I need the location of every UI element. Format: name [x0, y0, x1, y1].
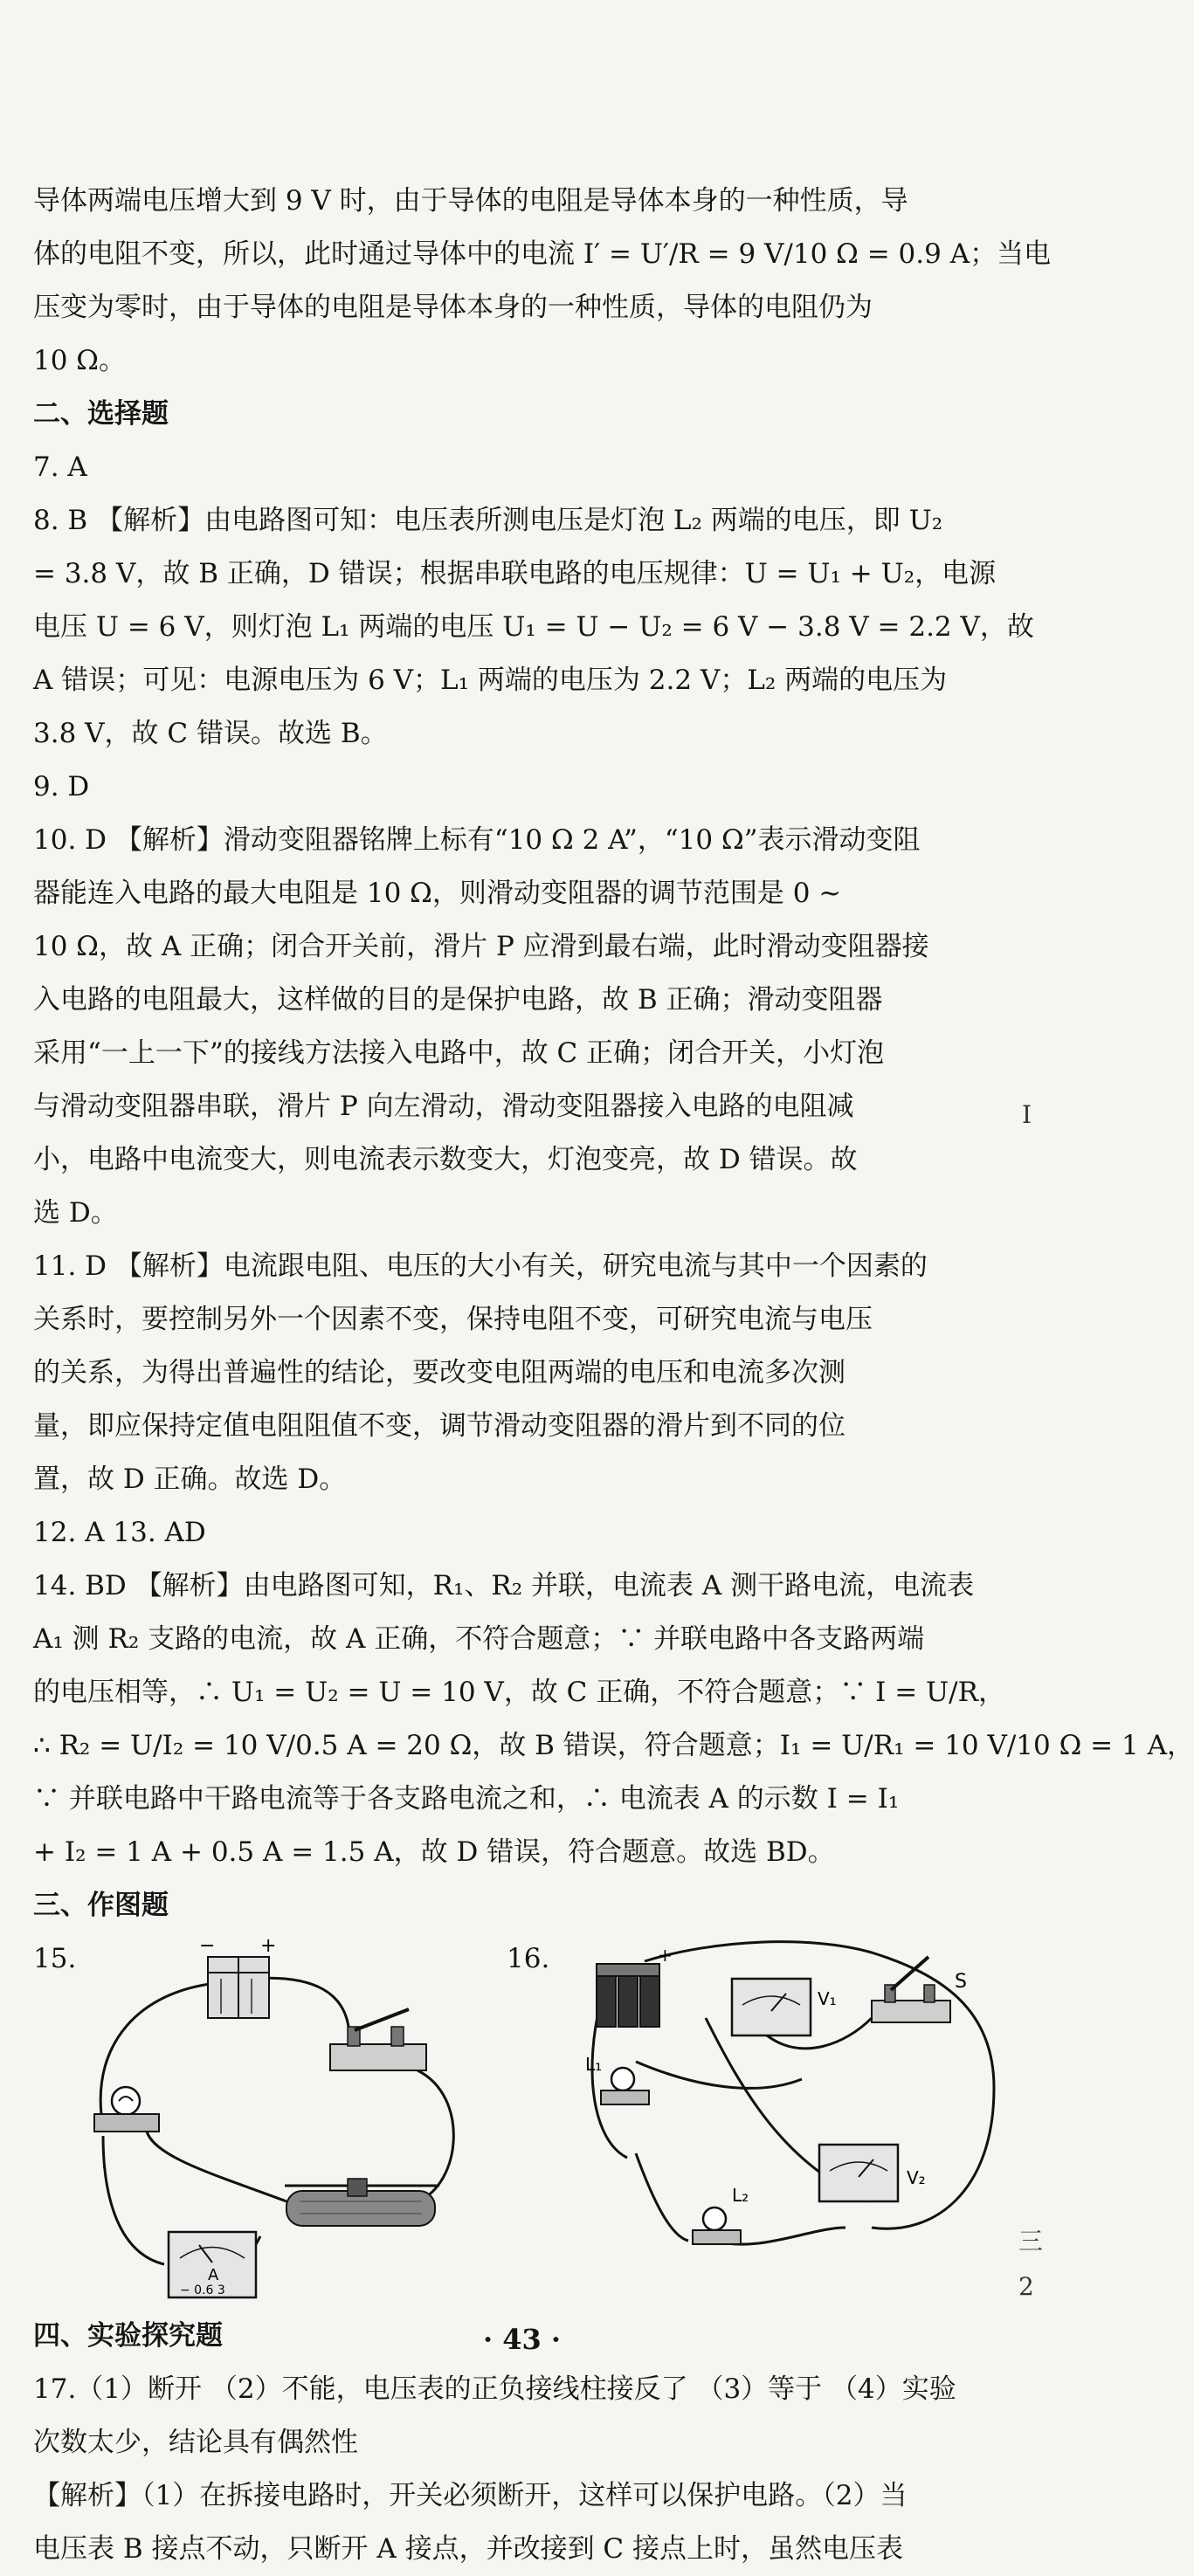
- lines-bottom-line: 四、实验探究题: [33, 2320, 223, 2352]
- lines-top-line: 压变为零时，由于导体的电阻是导体本身的一种性质，导体的电阻仍为: [33, 292, 873, 323]
- battery-plus-label: +: [658, 1945, 673, 1966]
- figure-area: [33, 1932, 994, 2310]
- lines-top-line: + I₂ = 1 A + 0.5 A = 1.5 A，故 D 错误，符合题意。故选 BD。: [33, 1836, 835, 1868]
- v2-label: V₂: [907, 2167, 926, 2188]
- figure-15-number: 15.: [33, 1943, 77, 1974]
- lines-top-line: 9. D: [33, 771, 90, 802]
- switch-icon: [330, 2009, 426, 2070]
- lines-bottom-line: 次数太少，结论具有偶然性: [33, 2427, 358, 2458]
- battery-plus-label: +: [260, 1935, 277, 1957]
- lines-top-line: 选 D。: [33, 1197, 118, 1229]
- switch-label: S: [955, 1971, 967, 1993]
- voltmeter-1-icon: [732, 1979, 811, 2035]
- edge-mark-3: 2: [1018, 2272, 1034, 2301]
- lines-top-line: A₁ 测 R₂ 支路的电流，故 A 正确，不符合题意；∵ 并联电路中各支路两端: [33, 1623, 925, 1655]
- lines-top-line: 与滑动变阻器串联，滑片 P 向左滑动，滑动变阻器接入电路的电阻减: [33, 1091, 854, 1122]
- ammeter-terminals-label: − 0.6 3: [180, 2283, 225, 2297]
- lines-top-line: 11. D 【解析】电流跟电阻、电压的大小有关，研究电流与其中一个因素的: [33, 1250, 928, 1282]
- voltmeter-2-icon: [819, 2145, 898, 2201]
- lines-top-line: 体的电阻不变，所以，此时通过导体中的电流 I′ = U′/R = 9 V/10 Ω = 0.9 A；当电: [33, 238, 1052, 270]
- battery-minus-label: −: [199, 1935, 216, 1957]
- lines-top-line: 10. D 【解析】滑动变阻器铭牌上标有“10 Ω 2 A”，“10 Ω”表示滑动变阻: [33, 824, 921, 856]
- lamp-icon: [94, 2087, 159, 2132]
- lines-bottom-line: 电压表 B 接点不动，只断开 A 接点，并改接到 C 接点上时，虽然电压表: [33, 2533, 904, 2565]
- lines-top-line: 导体两端电压增大到 9 V 时，由于导体的电阻是导体本身的一种性质，导: [33, 185, 908, 217]
- rheostat-icon: [285, 2179, 439, 2226]
- lines-top-line: ∵ 并联电路中干路电流等于各支路电流之和，∴ 电流表 A 的示数 I = I₁: [33, 1783, 900, 1815]
- lines-top-line: 的关系，为得出普遍性的结论，要改变电阻两端的电压和电流多次测: [33, 1357, 845, 1388]
- lines-bottom-line: 17.（1）断开 （2）不能，电压表的正负接线柱接反了 （3）等于 （4）实验: [33, 2373, 956, 2405]
- figure-16-number: 16.: [507, 1943, 550, 1974]
- v1-label: V₁: [818, 1988, 837, 2009]
- lines-top-line: 3.8 V，故 C 错误。故选 B。: [33, 718, 388, 749]
- lines-top-line: 10 Ω。: [33, 345, 127, 376]
- lines-top-line: 小，电路中电流变大，则电流表示数变大，灯泡变亮，故 D 错误。故: [33, 1144, 858, 1175]
- lines-top-line: 三、作图题: [33, 1890, 169, 1921]
- lines-top-line: 的电压相等，∴ U₁ = U₂ = U = 10 V，故 C 正确，不符合题意；∵ I = U/R，: [33, 1677, 1005, 1708]
- lines-top-line: 电压 U = 6 V，则灯泡 L₁ 两端的电压 U₁ = U − U₂ = 6 V − 3.8 V = 2.2 V，故: [33, 611, 1034, 643]
- lines-top-line: 14. BD 【解析】由电路图可知，R₁、R₂ 并联，电流表 A 测干路电流，电流表: [33, 1570, 975, 1601]
- battery-icon: [208, 1957, 269, 2018]
- lines-top-line: 12. A 13. AD: [33, 1517, 206, 1548]
- lines-top-line: 10 Ω，故 A 正确；闭合开关前，滑片 P 应滑到最右端，此时滑动变阻器接: [33, 931, 929, 962]
- lines-top-line: 二、选择题: [33, 398, 169, 430]
- answer-text: [33, 175, 1194, 2576]
- lines-top-line: 采用“一上一下”的接线方法接入电路中，故 C 正确；闭合开关，小灯泡: [33, 1037, 885, 1069]
- lines-top-line: 入电路的电阻最大，这样做的目的是保护电路，故 B 正确；滑动变阻器: [33, 984, 883, 1016]
- lines-top-line: 置，故 D 正确。故选 D。: [33, 1464, 347, 1495]
- lines-top-line: A 错误；可见：电源电压为 6 V；L₁ 两端的电压为 2.2 V；L₂ 两端的电压为: [33, 665, 948, 696]
- lines-top-line: ∴ R₂ = U/I₂ = 10 V/0.5 A = 20 Ω，故 B 错误，符合题意；I₁ = U/R₁ = 10 V/10 Ω = 1 A，: [33, 1730, 1194, 1761]
- lines-top-line: 器能连入电路的最大电阻是 10 Ω，则滑动变阻器的调节范围是 0 ~: [33, 878, 842, 909]
- page-number: · 43 ·: [482, 2323, 562, 2356]
- lines-top-line: = 3.8 V，故 B 正确，D 错误；根据串联电路的电压规律：U = U₁ + U₂，电源: [33, 558, 997, 589]
- edge-mark-2: 三: [1018, 2227, 1044, 2256]
- lamp-2-icon: [693, 2208, 741, 2244]
- ammeter-label: A: [208, 2266, 219, 2284]
- battery-icon: [597, 1964, 659, 2027]
- l2-label: L₂: [732, 2185, 749, 2206]
- lamp-1-icon: [601, 2068, 649, 2104]
- lines-top-line: 7. A: [33, 451, 87, 483]
- figure-15-circuit: [86, 1935, 470, 2306]
- figure-16-circuit: [583, 1939, 1011, 2306]
- edge-mark-1: I: [1022, 1100, 1032, 1129]
- lines-top-line: 量，即应保持定值电阻阻值不变，调节滑动变阻器的滑片到不同的位: [33, 1410, 845, 1442]
- lines-top-line: 8. B 【解析】由电路图可知：电压表所测电压是灯泡 L₂ 两端的电压，即 U₂: [33, 505, 943, 536]
- lines-bottom-line: 【解析】（1）在拆接电路时，开关必须断开，这样可以保护电路。（2）当: [33, 2480, 908, 2511]
- top-lines: [33, 175, 1194, 1932]
- lines-top-line: 关系时，要控制另外一个因素不变，保持电阻不变，可研究电流与电压: [33, 1304, 873, 1335]
- l1-label: L₁: [585, 2054, 603, 2075]
